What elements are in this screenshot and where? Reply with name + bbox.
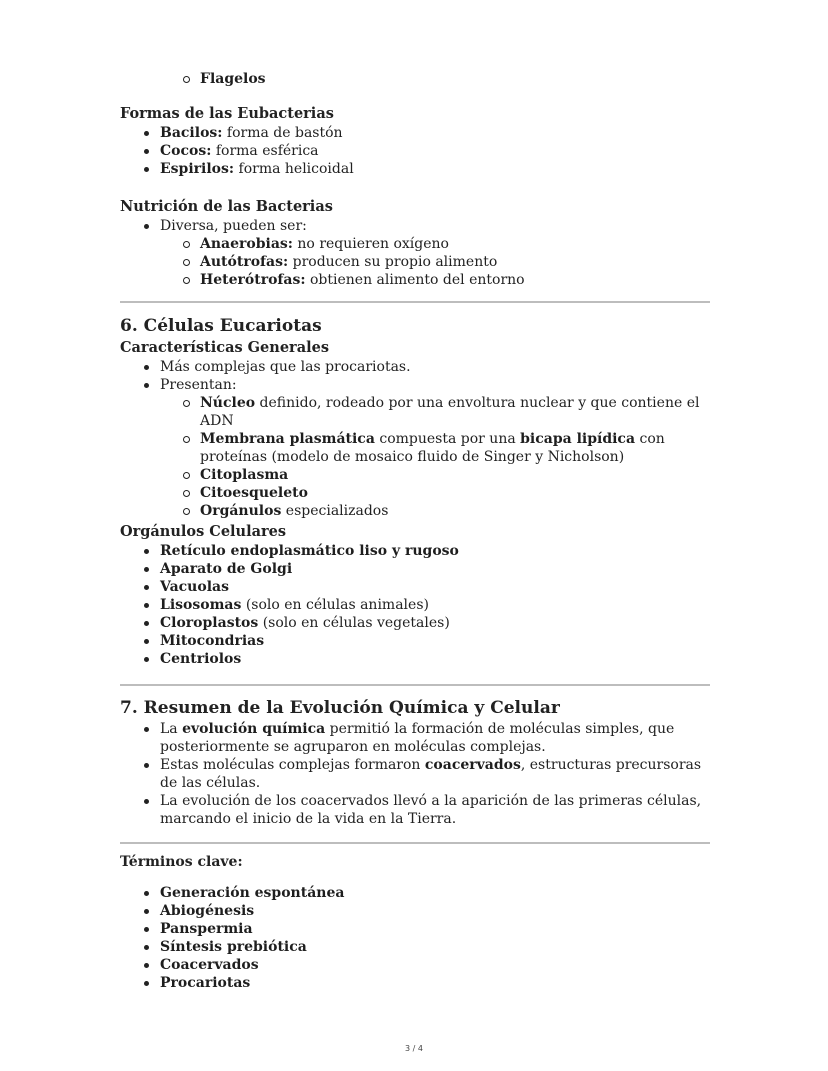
section-6-title: 6. Células Eucariotas (120, 316, 322, 336)
item-term: coacervados (424, 757, 521, 773)
nutricion-list (120, 235, 710, 289)
section-7 (120, 696, 710, 828)
list-item (120, 217, 710, 235)
list-item (120, 358, 710, 376)
formas-list (120, 124, 710, 178)
list-item (120, 560, 710, 578)
list-item (120, 466, 710, 484)
item-text: forma esférica (211, 143, 319, 159)
item-term: Anaerobias: (200, 236, 293, 252)
terminos-heading: Términos clave: (120, 854, 243, 870)
divider (120, 684, 710, 686)
list-item (120, 394, 710, 430)
item-term: evolución química (182, 721, 326, 737)
formas-heading: Formas de las Eubacterias (120, 105, 334, 122)
list-item (120, 650, 710, 668)
item-term: Orgánulos (200, 503, 282, 519)
presentan-list (120, 394, 710, 520)
list-item (120, 376, 710, 394)
list-item (120, 974, 710, 992)
divider (120, 301, 710, 303)
item-text: forma helicoidal (234, 161, 354, 177)
item-text: La (160, 721, 183, 737)
organulos-list (120, 542, 710, 668)
terminos-list (120, 884, 710, 992)
item-text: permitió la formación de moléculas simples, que posteriormente se agruparon en moléculas complejas. (160, 721, 675, 755)
list-item (120, 632, 710, 650)
list-item (120, 596, 710, 614)
terminos-section (120, 852, 710, 992)
item-term: Flagelos (200, 71, 266, 87)
item-text: Más complejas que las procariotas. (160, 359, 411, 375)
item-term: Vacuolas (160, 579, 229, 595)
item-term: Aparato de Golgi (160, 561, 293, 577)
item-text: (solo en células vegetales) (258, 615, 450, 631)
item-term: Panspermia (160, 921, 253, 937)
item-term: Procariotas (160, 975, 251, 991)
item-term: Abiogénesis (160, 903, 255, 919)
list-item (120, 142, 710, 160)
list-item (120, 253, 710, 271)
item-text: compuesta por una (374, 431, 521, 447)
item-text: producen su propio alimento (288, 254, 498, 270)
item-text: obtienen alimento del entorno (305, 272, 525, 288)
item-term: Cloroplastos (160, 615, 259, 631)
item-term: Citoplasma (200, 467, 289, 483)
list-item (120, 502, 710, 520)
item-term: Autótrofas: (200, 254, 289, 270)
item-text: Estas moléculas complejas formaron (160, 757, 425, 773)
item-term: Cocos: (160, 143, 212, 159)
item-term: Generación espontánea (160, 885, 345, 901)
page-number: 3 / 4 (405, 1044, 423, 1053)
item-text: Presentan: (160, 377, 237, 393)
formas-section (120, 104, 710, 178)
item-term: Retículo endoplasmático liso y rugoso (160, 543, 459, 559)
list-item (120, 614, 710, 632)
item-text: no requieren oxígeno (292, 236, 449, 252)
nutricion-heading: Nutrición de las Bacterias (120, 198, 333, 215)
list-item (120, 235, 710, 253)
item-term: Centriolos (160, 651, 242, 667)
caracteristicas-heading: Características Generales (120, 339, 329, 356)
list-item (120, 720, 710, 756)
list-item (120, 271, 710, 289)
divider (120, 842, 710, 844)
organulos-section (120, 522, 710, 668)
list-item (120, 484, 710, 502)
item-text: definido, rodeado por una envoltura nuclear y que contiene el ADN (200, 395, 700, 429)
item-term: Lisosomas (160, 597, 242, 613)
section-7-title: 7. Resumen de la Evolución Química y Celular (120, 698, 560, 718)
list-item (120, 920, 710, 938)
item-text: , estructuras precursoras de las células. (160, 757, 702, 791)
item-term: Citoesqueleto (200, 485, 308, 501)
nutricion-section (120, 197, 710, 289)
organulos-heading: Orgánulos Celulares (120, 523, 287, 540)
item-term: Heterótrofas: (200, 272, 306, 288)
list-item (120, 792, 710, 828)
list-item (120, 578, 710, 596)
item-text: especializados (281, 503, 389, 519)
list-item (120, 756, 710, 792)
list-item (120, 884, 710, 902)
item-text: forma de bastón (222, 125, 343, 141)
item-term: bicapa lipídica (520, 431, 636, 447)
item-text: (solo en células animales) (241, 597, 429, 613)
list-item (120, 542, 710, 560)
item-term: Espirilos: (160, 161, 235, 177)
list-item (120, 938, 710, 956)
item-term: Núcleo (200, 395, 256, 411)
item-term: Síntesis prebiótica (160, 939, 307, 955)
item-term: Coacervados (160, 957, 259, 973)
list-item (120, 70, 710, 88)
list-item (120, 902, 710, 920)
item-term: Membrana plasmática (200, 431, 375, 447)
item-text: La evolución de los coacervados llevó a la aparición de las primeras células, marcando el inicio de la vida en la Tierra. (160, 793, 702, 827)
list-item (120, 956, 710, 974)
item-term: Mitocondrias (160, 633, 265, 649)
item-text: con proteínas (modelo de mosaico fluido de Singer y Nicholson) (200, 431, 665, 465)
list-item (120, 124, 710, 142)
list-item (120, 430, 710, 466)
section-6 (120, 314, 710, 520)
item-text: Diversa, pueden ser: (160, 218, 307, 234)
item-term: Bacilos: (160, 125, 223, 141)
list-item (120, 160, 710, 178)
continued-list (120, 70, 710, 88)
